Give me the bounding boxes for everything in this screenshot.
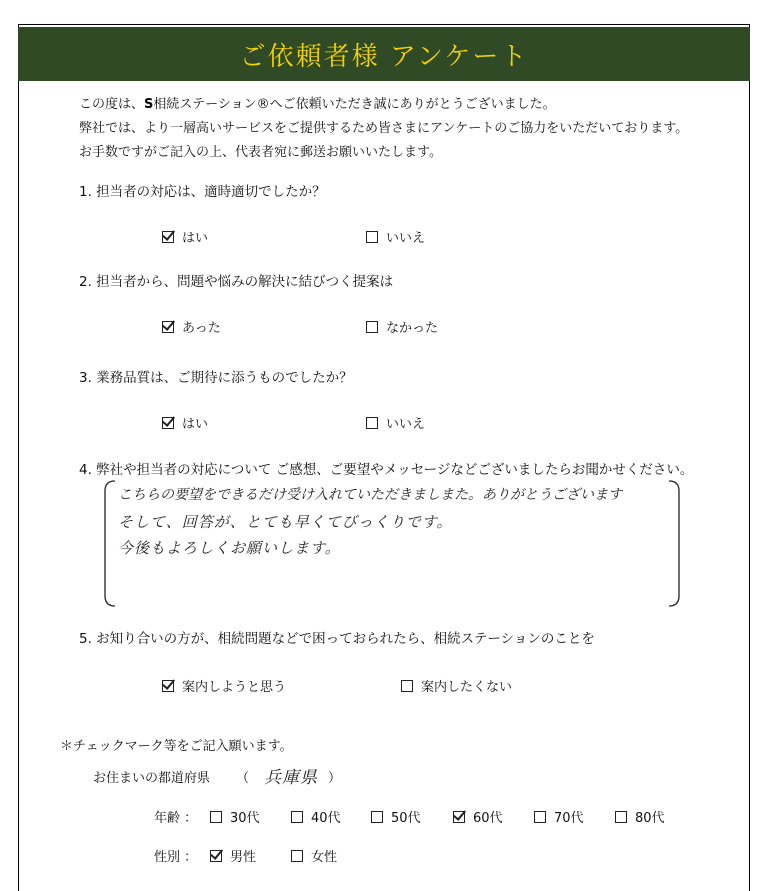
gender-male-checkbox[interactable] [210, 850, 222, 862]
prefecture-value[interactable]: 兵庫県 [264, 768, 318, 788]
left-border [18, 24, 19, 891]
age-70-label: 70代 [554, 811, 584, 826]
intro-line-1-post: 相続ステーション®へご依頼いただき誠にありがとうございました。 [153, 97, 556, 112]
right-border [749, 24, 750, 891]
top-border [18, 24, 750, 25]
q5-yes-label: 案内しようと思う [182, 680, 287, 695]
prefecture-label: お住まいの都道府県 [93, 771, 211, 786]
prefecture-close-paren: ） [328, 771, 342, 786]
intro-line-1 [79, 93, 556, 112]
gender-male-label: 男性 [230, 850, 257, 865]
q3-option-yes[interactable] [162, 413, 208, 432]
age-30-label: 30代 [230, 811, 260, 826]
gender-option-male[interactable] [210, 846, 256, 865]
q1-yes-checkbox[interactable] [162, 231, 174, 243]
title-banner [18, 27, 750, 81]
prefecture-open-paren: （ [236, 771, 250, 786]
q2-yes-label: あった [182, 321, 221, 336]
q2-option-yes[interactable] [162, 317, 221, 336]
gender-female-label: 女性 [311, 850, 338, 865]
age-70-checkbox[interactable] [534, 811, 546, 823]
age-50-checkbox[interactable] [371, 811, 383, 823]
q2-option-no[interactable] [366, 317, 438, 336]
age-80-label: 80代 [635, 811, 665, 826]
age-40-label: 40代 [311, 811, 341, 826]
q5-option-yes[interactable] [162, 676, 286, 695]
q5-no-label: 案内したくない [421, 680, 513, 695]
intro-line-2: 弊社では、より一層高いサービスをご提供するため皆さまにアンケートのご協力をいただいております。 [79, 121, 689, 136]
age-option-60[interactable] [453, 807, 503, 826]
q3-option-no[interactable] [366, 413, 425, 432]
comment-line-2: そして、回答が、とても早くてびっくりです。 [118, 513, 453, 531]
age-option-80[interactable] [615, 807, 665, 826]
q1-option-yes[interactable] [162, 227, 208, 246]
age-option-70[interactable] [534, 807, 584, 826]
intro-line-1-pre: この度は、 [79, 97, 145, 112]
gender-label: 性別 ： [154, 850, 198, 865]
age-30-checkbox[interactable] [210, 811, 222, 823]
age-40-checkbox[interactable] [291, 811, 303, 823]
q3-yes-checkbox[interactable] [162, 417, 174, 429]
question-3: 3. 業務品質は、ご期待に添うものでしたか？ [79, 370, 353, 386]
gender-female-checkbox[interactable] [291, 850, 303, 862]
age-50-label: 50代 [391, 811, 421, 826]
q5-option-no[interactable] [401, 676, 512, 695]
intro-line-3: お手数ですがご記入の上、代表者宛に郵送お願いいたします。 [79, 145, 442, 160]
q2-yes-checkbox[interactable] [162, 321, 174, 333]
question-5: 5. お知り合いの方が、相続問題などで困っておられたら、相続ステーションのことを [79, 631, 595, 647]
age-option-40[interactable] [291, 807, 341, 826]
gender-option-female[interactable] [291, 846, 337, 865]
question-1: 1. 担当者の対応は、適時適切でしたか？ [79, 184, 326, 200]
comment-line-3: 今後もよろしくお願いします。 [118, 539, 341, 557]
q3-no-checkbox[interactable] [366, 417, 378, 429]
q2-no-label: なかった [386, 321, 439, 336]
q5-yes-checkbox[interactable] [162, 680, 174, 692]
age-label: 年齢 ： [154, 811, 198, 826]
age-option-30[interactable] [210, 807, 260, 826]
q5-no-checkbox[interactable] [401, 680, 413, 692]
company-logo: S [144, 97, 154, 112]
age-80-checkbox[interactable] [615, 811, 627, 823]
q3-yes-label: はい [182, 417, 209, 432]
q1-no-checkbox[interactable] [366, 231, 378, 243]
page-title: ご依頼者様 アンケート [239, 41, 529, 72]
q1-no-label: いいえ [386, 231, 426, 246]
age-option-50[interactable] [371, 807, 421, 826]
comment-line-1: こちらの要望をできるだけ受け入れていただきましまた。ありがとうございます [118, 487, 622, 503]
question-2: 2. 担当者から、問題や悩みの解決に結びつく提案は [79, 274, 394, 290]
age-60-label: 60代 [473, 811, 503, 826]
q1-option-no[interactable] [366, 227, 425, 246]
question-4: 4. 弊社や担当者の対応について ご感想、ご要望やメッセージなどございましたらお聞かせください。 [79, 462, 694, 478]
checkmark-note: ＊チェックマーク等をご記入願います。 [60, 739, 293, 754]
q3-no-label: いいえ [386, 417, 426, 432]
age-60-checkbox[interactable] [453, 811, 465, 823]
q1-yes-label: はい [182, 231, 209, 246]
q2-no-checkbox[interactable] [366, 321, 378, 333]
